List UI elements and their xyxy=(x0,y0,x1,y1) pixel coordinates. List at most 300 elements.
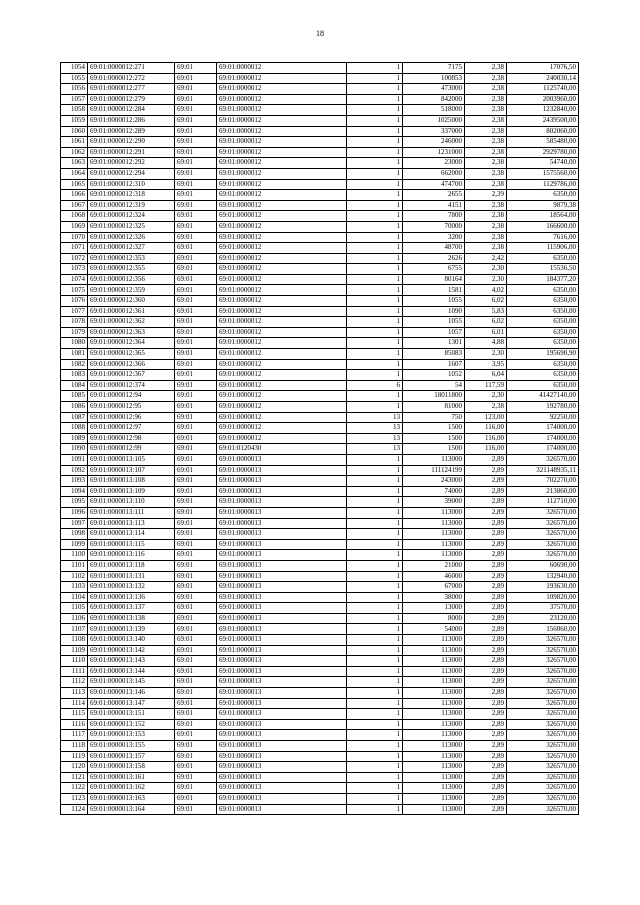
specific-value-cell: 2,89 xyxy=(465,709,507,720)
district-code-cell: 69:01 xyxy=(175,168,217,179)
quarter-number-cell: 69:01:0000012 xyxy=(217,402,347,413)
district-code-cell: 69:01 xyxy=(175,571,217,582)
area-cell: 6755 xyxy=(403,264,465,275)
group-cell: 1 xyxy=(347,772,403,783)
area-cell: 38000 xyxy=(403,592,465,603)
specific-value-cell: 2,38 xyxy=(465,137,507,148)
quarter-number-cell: 69:01:0000012 xyxy=(217,94,347,105)
district-code-cell: 69:01 xyxy=(175,719,217,730)
table-row xyxy=(61,412,579,423)
area-cell: 113000 xyxy=(403,783,465,794)
district-code-cell: 69:01 xyxy=(175,507,217,518)
cadastral-value-cell: 1129786,00 xyxy=(507,179,579,190)
specific-value-cell: 2,89 xyxy=(465,751,507,762)
row-number-cell: 1118 xyxy=(61,741,88,752)
quarter-number-cell: 69:01:0000013 xyxy=(217,772,347,783)
quarter-number-cell: 69:01:0000013 xyxy=(217,476,347,487)
group-cell: 1 xyxy=(347,63,403,74)
quarter-number-cell: 69:01:0000012 xyxy=(217,200,347,211)
group-cell: 1 xyxy=(347,200,403,211)
specific-value-cell: 2,89 xyxy=(465,762,507,773)
area-cell: 1055 xyxy=(403,296,465,307)
table-row xyxy=(61,719,579,730)
quarter-number-cell: 69:01:0000012 xyxy=(217,274,347,285)
group-cell: 1 xyxy=(347,317,403,328)
area-cell: 7800 xyxy=(403,211,465,222)
table-row xyxy=(61,698,579,709)
group-cell: 1 xyxy=(347,359,403,370)
cadastral-value-cell: 9879,38 xyxy=(507,200,579,211)
cadastral-number-cell: 69:01:0000012:96 xyxy=(88,412,175,423)
cadastral-number-cell: 69:01:0000013:111 xyxy=(88,507,175,518)
cadastral-number-cell: 69:01:0000012:318 xyxy=(88,190,175,201)
area-cell: 39000 xyxy=(403,497,465,508)
district-code-cell: 69:01 xyxy=(175,296,217,307)
cadastral-number-cell: 69:01:0000013:152 xyxy=(88,719,175,730)
cadastral-number-cell: 69:01:0000012:365 xyxy=(88,349,175,360)
quarter-number-cell: 69:01:0000012 xyxy=(217,147,347,158)
area-cell: 81000 xyxy=(403,402,465,413)
table-row xyxy=(61,296,579,307)
cadastral-number-cell: 69:01:0000012:292 xyxy=(88,158,175,169)
area-cell: 113000 xyxy=(403,688,465,699)
cadastral-value-cell: 54740,00 xyxy=(507,158,579,169)
quarter-number-cell: 69:01:0000012 xyxy=(217,253,347,264)
cadastral-value-cell: 6350,00 xyxy=(507,306,579,317)
district-code-cell: 69:01 xyxy=(175,221,217,232)
cadastral-value-cell: 326570,00 xyxy=(507,698,579,709)
row-number-cell: 1065 xyxy=(61,179,88,190)
cadastral-value-cell: 6350,00 xyxy=(507,285,579,296)
table-row xyxy=(61,137,579,148)
row-number-cell: 1059 xyxy=(61,115,88,126)
cadastral-number-cell: 69:01:0000012:97 xyxy=(88,423,175,434)
table-row xyxy=(61,115,579,126)
table-row xyxy=(61,762,579,773)
cadastral-number-cell: 69:01:0000012:360 xyxy=(88,296,175,307)
specific-value-cell: 2,42 xyxy=(465,253,507,264)
area-cell: 18011800 xyxy=(403,391,465,402)
row-number-cell: 1094 xyxy=(61,486,88,497)
specific-value-cell: 2,89 xyxy=(465,804,507,815)
quarter-number-cell: 69:01:0000013 xyxy=(217,507,347,518)
area-cell: 113000 xyxy=(403,550,465,561)
group-cell: 13 xyxy=(347,444,403,455)
quarter-number-cell: 69:01:0000013 xyxy=(217,783,347,794)
cadastral-number-cell: 69:01:0000012:362 xyxy=(88,317,175,328)
table-row xyxy=(61,656,579,667)
group-cell: 1 xyxy=(347,73,403,84)
row-number-cell: 1113 xyxy=(61,688,88,699)
table-row xyxy=(61,751,579,762)
cadastral-value-cell: 6350,00 xyxy=(507,317,579,328)
specific-value-cell: 116,00 xyxy=(465,423,507,434)
quarter-number-cell: 69:01:0000012 xyxy=(217,63,347,74)
table-row xyxy=(61,666,579,677)
group-cell: 1 xyxy=(347,338,403,349)
specific-value-cell: 2,89 xyxy=(465,793,507,804)
quarter-number-cell: 69:01:0000012 xyxy=(217,264,347,275)
table-row xyxy=(61,168,579,179)
cadastral-number-cell: 69:01:0000012:319 xyxy=(88,200,175,211)
row-number-cell: 1120 xyxy=(61,762,88,773)
district-code-cell: 69:01 xyxy=(175,518,217,529)
cadastral-value-table xyxy=(60,62,579,815)
district-code-cell: 69:01 xyxy=(175,274,217,285)
table-row xyxy=(61,518,579,529)
cadastral-value-cell: 132940,00 xyxy=(507,571,579,582)
cadastral-value-cell: 326570,00 xyxy=(507,454,579,465)
group-cell: 1 xyxy=(347,688,403,699)
group-cell: 1 xyxy=(347,539,403,550)
group-cell: 1 xyxy=(347,327,403,338)
cadastral-number-cell: 69:01:0000012:286 xyxy=(88,115,175,126)
area-cell: 85083 xyxy=(403,349,465,360)
quarter-number-cell: 69:01:0000013 xyxy=(217,539,347,550)
specific-value-cell: 2,89 xyxy=(465,772,507,783)
area-cell: 21000 xyxy=(403,560,465,571)
group-cell: 1 xyxy=(347,709,403,720)
quarter-number-cell: 69:01:0000013 xyxy=(217,741,347,752)
area-cell: 113000 xyxy=(403,772,465,783)
area-cell: 1025000 xyxy=(403,115,465,126)
cadastral-number-cell: 69:01:0000012:359 xyxy=(88,285,175,296)
row-number-cell: 1102 xyxy=(61,571,88,582)
row-number-cell: 1064 xyxy=(61,168,88,179)
row-number-cell: 1124 xyxy=(61,804,88,815)
cadastral-number-cell: 69:01:0000013:137 xyxy=(88,603,175,614)
cadastral-number-cell: 69:01:0000013:157 xyxy=(88,751,175,762)
row-number-cell: 1098 xyxy=(61,529,88,540)
table-row xyxy=(61,126,579,137)
cadastral-number-cell: 69:01:0000012:98 xyxy=(88,433,175,444)
quarter-number-cell: 69:01:0000013 xyxy=(217,762,347,773)
district-code-cell: 69:01 xyxy=(175,539,217,550)
area-cell: 2655 xyxy=(403,190,465,201)
cadastral-value-cell: 18564,00 xyxy=(507,211,579,222)
district-code-cell: 69:01 xyxy=(175,380,217,391)
cadastral-value-cell: 326570,00 xyxy=(507,793,579,804)
quarter-number-cell: 69:01:0000013 xyxy=(217,582,347,593)
cadastral-value-cell: 326570,00 xyxy=(507,762,579,773)
area-cell: 2626 xyxy=(403,253,465,264)
cadastral-number-cell: 69:01:0000013:140 xyxy=(88,635,175,646)
district-code-cell: 69:01 xyxy=(175,115,217,126)
table-row xyxy=(61,232,579,243)
district-code-cell: 69:01 xyxy=(175,772,217,783)
group-cell: 13 xyxy=(347,412,403,423)
group-cell: 1 xyxy=(347,603,403,614)
quarter-number-cell: 69:01:0000013 xyxy=(217,560,347,571)
district-code-cell: 69:01 xyxy=(175,804,217,815)
table-row xyxy=(61,380,579,391)
cadastral-value-cell: 60690,00 xyxy=(507,560,579,571)
district-code-cell: 69:01 xyxy=(175,677,217,688)
table-row xyxy=(61,635,579,646)
cadastral-value-cell: 166600,00 xyxy=(507,221,579,232)
table-row xyxy=(61,783,579,794)
quarter-number-cell: 69:01:0000012 xyxy=(217,243,347,254)
cadastral-value-cell: 174000,00 xyxy=(507,423,579,434)
specific-value-cell: 2,89 xyxy=(465,571,507,582)
specific-value-cell: 2,89 xyxy=(465,666,507,677)
specific-value-cell: 2,38 xyxy=(465,73,507,84)
group-cell: 1 xyxy=(347,274,403,285)
cadastral-number-cell: 69:01:0000012:284 xyxy=(88,105,175,116)
cadastral-number-cell: 69:01:0000013:147 xyxy=(88,698,175,709)
cadastral-number-cell: 69:01:0000013:151 xyxy=(88,709,175,720)
row-number-cell: 1097 xyxy=(61,518,88,529)
cadastral-value-cell: 326570,00 xyxy=(507,751,579,762)
group-cell: 1 xyxy=(347,804,403,815)
group-cell: 1 xyxy=(347,243,403,254)
area-cell: 113000 xyxy=(403,741,465,752)
district-code-cell: 69:01 xyxy=(175,433,217,444)
cadastral-number-cell: 69:01:0000013:161 xyxy=(88,772,175,783)
cadastral-value-cell: 326570,00 xyxy=(507,529,579,540)
group-cell: 1 xyxy=(347,391,403,402)
district-code-cell: 69:01 xyxy=(175,338,217,349)
row-number-cell: 1057 xyxy=(61,94,88,105)
specific-value-cell: 116,00 xyxy=(465,433,507,444)
specific-value-cell: 2,38 xyxy=(465,115,507,126)
specific-value-cell: 2,89 xyxy=(465,603,507,614)
quarter-number-cell: 69:01:0000013 xyxy=(217,666,347,677)
area-cell: 113000 xyxy=(403,762,465,773)
group-cell: 1 xyxy=(347,719,403,730)
table-row xyxy=(61,592,579,603)
specific-value-cell: 2,89 xyxy=(465,518,507,529)
group-cell: 1 xyxy=(347,137,403,148)
district-code-cell: 69:01 xyxy=(175,147,217,158)
quarter-number-cell: 69:01:0000013 xyxy=(217,529,347,540)
cadastral-value-cell: 17076,50 xyxy=(507,63,579,74)
table-row xyxy=(61,454,579,465)
area-cell: 474700 xyxy=(403,179,465,190)
row-number-cell: 1099 xyxy=(61,539,88,550)
row-number-cell: 1092 xyxy=(61,465,88,476)
row-number-cell: 1062 xyxy=(61,147,88,158)
cadastral-number-cell: 69:01:0000013:144 xyxy=(88,666,175,677)
cadastral-number-cell: 69:01:0000013:107 xyxy=(88,465,175,476)
district-code-cell: 69:01 xyxy=(175,84,217,95)
district-code-cell: 69:01 xyxy=(175,635,217,646)
table-row xyxy=(61,603,579,614)
table-row xyxy=(61,338,579,349)
row-number-cell: 1117 xyxy=(61,730,88,741)
district-code-cell: 69:01 xyxy=(175,613,217,624)
group-cell: 1 xyxy=(347,656,403,667)
table-row xyxy=(61,804,579,815)
cadastral-number-cell: 69:01:0000012:355 xyxy=(88,264,175,275)
district-code-cell: 69:01 xyxy=(175,560,217,571)
row-number-cell: 1110 xyxy=(61,656,88,667)
row-number-cell: 1080 xyxy=(61,338,88,349)
cadastral-number-cell: 69:01:0000013:153 xyxy=(88,730,175,741)
area-cell: 1581 xyxy=(403,285,465,296)
table-row xyxy=(61,539,579,550)
district-code-cell: 69:01 xyxy=(175,317,217,328)
table-row xyxy=(61,677,579,688)
row-number-cell: 1054 xyxy=(61,63,88,74)
quarter-number-cell: 69:01:0000012 xyxy=(217,338,347,349)
group-cell: 1 xyxy=(347,571,403,582)
cadastral-value-cell: 1575560,00 xyxy=(507,168,579,179)
row-number-cell: 1069 xyxy=(61,221,88,232)
table-row xyxy=(61,497,579,508)
district-code-cell: 69:01 xyxy=(175,688,217,699)
district-code-cell: 69:01 xyxy=(175,603,217,614)
cadastral-number-cell: 69:01:0000012:277 xyxy=(88,84,175,95)
cadastral-value-cell: 326570,00 xyxy=(507,783,579,794)
table-row xyxy=(61,264,579,275)
specific-value-cell: 2,38 xyxy=(465,94,507,105)
group-cell: 1 xyxy=(347,698,403,709)
specific-value-cell: 2,89 xyxy=(465,454,507,465)
district-code-cell: 69:01 xyxy=(175,497,217,508)
district-code-cell: 69:01 xyxy=(175,105,217,116)
cadastral-value-cell: 240030,14 xyxy=(507,73,579,84)
quarter-number-cell: 69:01:0000013 xyxy=(217,550,347,561)
table-row xyxy=(61,391,579,402)
row-number-cell: 1101 xyxy=(61,560,88,571)
specific-value-cell: 2,89 xyxy=(465,560,507,571)
cadastral-number-cell: 69:01:0000013:143 xyxy=(88,656,175,667)
specific-value-cell: 2,89 xyxy=(465,656,507,667)
district-code-cell: 69:01 xyxy=(175,666,217,677)
group-cell: 1 xyxy=(347,783,403,794)
row-number-cell: 1107 xyxy=(61,624,88,635)
cadastral-number-cell: 69:01:0000012:95 xyxy=(88,402,175,413)
quarter-number-cell: 69:01:0000013 xyxy=(217,804,347,815)
district-code-cell: 69:01 xyxy=(175,751,217,762)
cadastral-number-cell: 69:01:0000012:374 xyxy=(88,380,175,391)
district-code-cell: 69:01 xyxy=(175,306,217,317)
cadastral-value-cell: 1125740,00 xyxy=(507,84,579,95)
area-cell: 113000 xyxy=(403,677,465,688)
cadastral-value-cell: 6350,00 xyxy=(507,359,579,370)
group-cell: 1 xyxy=(347,296,403,307)
table-row xyxy=(61,741,579,752)
table-row xyxy=(61,211,579,222)
cadastral-value-cell: 92250,00 xyxy=(507,412,579,423)
area-cell: 113000 xyxy=(403,730,465,741)
row-number-cell: 1106 xyxy=(61,613,88,624)
quarter-number-cell: 69:01:0000012 xyxy=(217,190,347,201)
cadastral-number-cell: 69:01:0000013:105 xyxy=(88,454,175,465)
row-number-cell: 1074 xyxy=(61,274,88,285)
specific-value-cell: 2,89 xyxy=(465,507,507,518)
cadastral-number-cell: 69:01:0000012:291 xyxy=(88,147,175,158)
area-cell: 243000 xyxy=(403,476,465,487)
group-cell: 1 xyxy=(347,635,403,646)
group-cell: 1 xyxy=(347,550,403,561)
group-cell: 1 xyxy=(347,677,403,688)
cadastral-value-cell: 326570,00 xyxy=(507,635,579,646)
area-cell: 4151 xyxy=(403,200,465,211)
quarter-number-cell: 69:01:0000012 xyxy=(217,126,347,137)
table-row xyxy=(61,709,579,720)
group-cell: 1 xyxy=(347,497,403,508)
specific-value-cell: 6,01 xyxy=(465,327,507,338)
district-code-cell: 69:01 xyxy=(175,412,217,423)
table-row xyxy=(61,402,579,413)
district-code-cell: 69:01 xyxy=(175,582,217,593)
row-number-cell: 1063 xyxy=(61,158,88,169)
cadastral-value-cell: 192780,00 xyxy=(507,402,579,413)
specific-value-cell: 2,89 xyxy=(465,719,507,730)
row-number-cell: 1089 xyxy=(61,433,88,444)
group-cell: 1 xyxy=(347,349,403,360)
specific-value-cell: 2,89 xyxy=(465,741,507,752)
row-number-cell: 1055 xyxy=(61,73,88,84)
cadastral-value-cell: 326570,00 xyxy=(507,772,579,783)
specific-value-cell: 2,39 xyxy=(465,190,507,201)
row-number-cell: 1093 xyxy=(61,476,88,487)
cadastral-value-cell: 326570,00 xyxy=(507,741,579,752)
cadastral-value-cell: 6350,00 xyxy=(507,190,579,201)
quarter-number-cell: 69:01:0000012 xyxy=(217,423,347,434)
table-row xyxy=(61,179,579,190)
quarter-number-cell: 69:01:0000012 xyxy=(217,380,347,391)
district-code-cell: 69:01 xyxy=(175,349,217,360)
cadastral-value-cell: 6350,00 xyxy=(507,380,579,391)
specific-value-cell: 6,02 xyxy=(465,317,507,328)
table-row xyxy=(61,158,579,169)
specific-value-cell: 116,00 xyxy=(465,444,507,455)
specific-value-cell: 2,89 xyxy=(465,497,507,508)
cadastral-number-cell: 69:01:0000012:324 xyxy=(88,211,175,222)
quarter-number-cell: 69:01:0000012 xyxy=(217,105,347,116)
quarter-number-cell: 69:01:0000012 xyxy=(217,211,347,222)
area-cell: 1500 xyxy=(403,433,465,444)
row-number-cell: 1081 xyxy=(61,349,88,360)
cadastral-value-cell: 326570,00 xyxy=(507,550,579,561)
area-cell: 7175 xyxy=(403,63,465,74)
table-row xyxy=(61,772,579,783)
group-cell: 1 xyxy=(347,115,403,126)
district-code-cell: 69:01 xyxy=(175,741,217,752)
cadastral-number-cell: 69:01:0000012:272 xyxy=(88,73,175,84)
row-number-cell: 1067 xyxy=(61,200,88,211)
specific-value-cell: 2,89 xyxy=(465,698,507,709)
specific-value-cell: 117,59 xyxy=(465,380,507,391)
cadastral-value-cell: 802060,00 xyxy=(507,126,579,137)
district-code-cell: 69:01 xyxy=(175,486,217,497)
cadastral-value-cell: 15536,50 xyxy=(507,264,579,275)
row-number-cell: 1109 xyxy=(61,645,88,656)
cadastral-value-cell: 326570,00 xyxy=(507,688,579,699)
district-code-cell: 69:01 xyxy=(175,63,217,74)
area-cell: 113000 xyxy=(403,645,465,656)
district-code-cell: 69:01 xyxy=(175,454,217,465)
specific-value-cell: 2,30 xyxy=(465,264,507,275)
specific-value-cell: 2,89 xyxy=(465,582,507,593)
quarter-number-cell: 69:01:0000012 xyxy=(217,296,347,307)
cadastral-value-cell: 326570,00 xyxy=(507,518,579,529)
cadastral-value-cell: 326570,00 xyxy=(507,709,579,720)
area-cell: 113000 xyxy=(403,698,465,709)
cadastral-number-cell: 69:01:0000013:145 xyxy=(88,677,175,688)
group-cell: 1 xyxy=(347,454,403,465)
cadastral-number-cell: 69:01:0000013:139 xyxy=(88,624,175,635)
row-number-cell: 1108 xyxy=(61,635,88,646)
area-cell: 113000 xyxy=(403,518,465,529)
cadastral-number-cell: 69:01:0000012:326 xyxy=(88,232,175,243)
cadastral-number-cell: 69:01:0000013:131 xyxy=(88,571,175,582)
row-number-cell: 1079 xyxy=(61,327,88,338)
cadastral-number-cell: 69:01:0000013:138 xyxy=(88,613,175,624)
